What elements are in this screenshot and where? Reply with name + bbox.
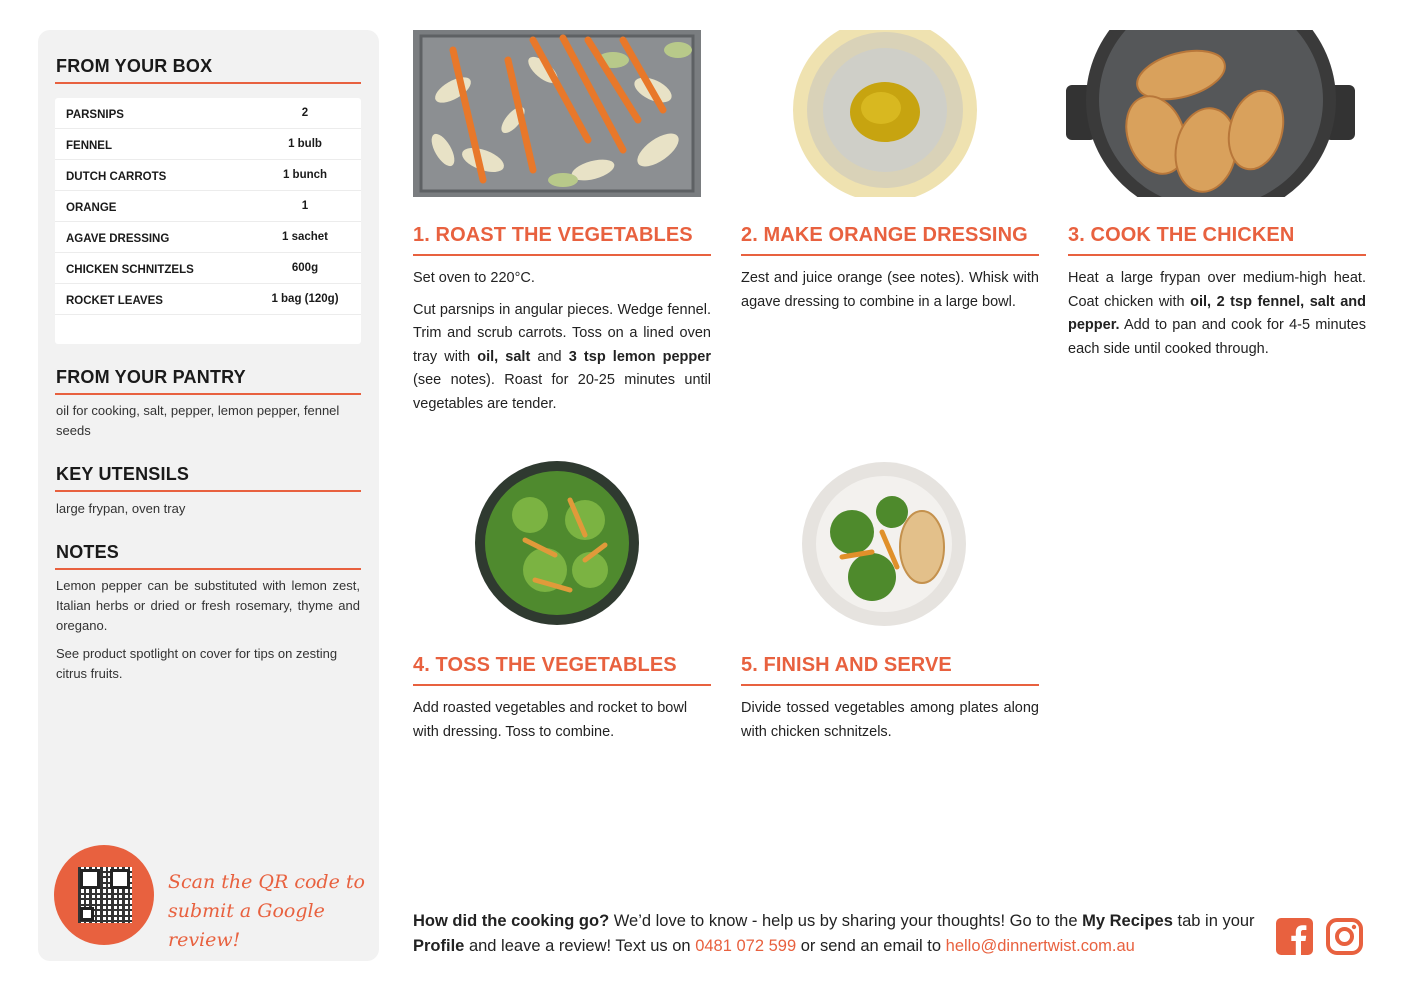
ingredient-row — [55, 253, 361, 284]
step-4-title: 4. TOSS THE VEGETABLES — [413, 654, 677, 676]
instagram-icon[interactable] — [1326, 918, 1363, 955]
step-3-para-1: Heat a large frypan over medium-high heat. Coat chicken with oil, 2 tsp fennel, salt and pepper. Add to pan and cook for 4-5 minutes each side until cooked through. — [1068, 270, 1366, 357]
step-1-para-2: Cut parsnips in angular pieces. Wedge fennel. Trim and scrub carrots. Toss on a lined oven tray with oil, salt and 3 tsp lemon pepper (see notes). Roast for 20-25 minutes until vegetables are tender. — [413, 301, 711, 412]
ingredient-row — [55, 160, 361, 191]
divider — [1068, 254, 1366, 256]
step-5-para-1: Divide tossed vegetables among plates along with chicken schnitzels. — [741, 700, 1039, 740]
utensils-text: large frypan, oven tray — [56, 501, 186, 516]
ingredient-quantity: 1 bulb — [288, 138, 322, 150]
ingredient-name: CHICKEN SCHNITZELS — [66, 264, 194, 276]
key-utensils-title: KEY UTENSILS — [56, 464, 190, 484]
ingredient-quantity: 1 bunch — [282, 169, 328, 181]
ingredient-quantity: 600g — [291, 262, 319, 274]
ingredient-row — [55, 98, 361, 129]
ingredient-row — [55, 222, 361, 253]
divider — [413, 684, 711, 686]
ingredients-sidebar — [38, 30, 379, 961]
phone-link[interactable]: 0481 072 599 — [695, 937, 797, 955]
step-3-text — [1068, 267, 1366, 369]
qr-caption — [168, 868, 368, 955]
ingredient-name: DUTCH CARROTS — [66, 171, 167, 183]
ingredient-quantity: 1 sachet — [281, 231, 329, 243]
notes-text-1: Lemon pepper can be substituted with lemon zest, Italian herbs or dried or fresh rosemary, thyme and oregano. — [56, 578, 360, 633]
qr-code-badge[interactable] — [54, 845, 154, 945]
notes-text-2: See product spotlight on cover for tips on zesting citrus fruits. — [56, 646, 338, 681]
ingredient-quantity: 1 — [301, 200, 309, 212]
from-your-box-title: FROM YOUR BOX — [56, 56, 213, 76]
ingredient-row — [55, 129, 361, 160]
step-4-para-1: Add roasted vegetables and rocket to bowl with dressing. Toss to combine. — [413, 700, 688, 740]
step-4-text — [413, 697, 711, 752]
ingredient-name: AGAVE DRESSING — [66, 233, 170, 245]
ingredient-row — [55, 284, 361, 315]
step-1-text — [413, 267, 711, 424]
qr-caption-line-1: Scan the QR code to — [168, 871, 365, 893]
notes-title: NOTES — [56, 542, 120, 562]
ingredient-row — [55, 191, 361, 222]
review-footer: How did the cooking go? We’d love to know - help us by sharing your thoughts! Go to the My Recipes tab in your Profile and leave a review! Text us on 0481 072 599 or send an email to hello@dinnertwist.com.au — [413, 912, 1255, 955]
ingredient-name: PARSNIPS — [66, 109, 124, 121]
toss-vegetables-photo — [475, 460, 640, 626]
ingredient-quantity: 2 — [301, 107, 309, 119]
ingredient-name: ORANGE — [66, 202, 117, 214]
divider — [741, 254, 1039, 256]
step-5-text — [741, 697, 1039, 752]
step-2-title: 2. MAKE ORANGE DRESSING — [741, 224, 1028, 246]
roast-vegetables-photo — [413, 30, 701, 197]
qr-caption-line-2: submit a Google review! — [168, 900, 325, 951]
orange-dressing-photo — [793, 30, 977, 197]
divider — [413, 254, 711, 256]
step-3-title: 3. COOK THE CHICKEN — [1068, 224, 1295, 246]
step-2-para-1: Zest and juice orange (see notes). Whisk with agave dressing to combine in a large bowl. — [741, 270, 1039, 310]
box-ingredients-table — [55, 98, 361, 344]
step-5-title: 5. FINISH AND SERVE — [741, 654, 952, 676]
qr-code-icon — [78, 867, 132, 923]
divider — [741, 684, 1039, 686]
email-link[interactable]: hello@dinnertwist.com.au — [945, 937, 1135, 955]
pantry-text: oil for cooking, salt, pepper, lemon pepper, fennel seeds — [56, 403, 340, 438]
step-1-title: 1. ROAST THE VEGETABLES — [413, 224, 693, 246]
from-your-pantry-title: FROM YOUR PANTRY — [56, 367, 246, 387]
ingredient-quantity: 1 bag (120g) — [271, 293, 339, 305]
ingredient-name: FENNEL — [66, 140, 112, 152]
step-1-para-1: Set oven to 220°C. — [413, 270, 535, 286]
finish-and-serve-photo — [802, 462, 967, 627]
divider — [55, 82, 361, 84]
step-2-text — [741, 267, 1039, 322]
facebook-icon[interactable] — [1276, 918, 1313, 955]
cook-chicken-photo — [1066, 30, 1355, 197]
divider — [55, 568, 361, 570]
ingredient-name: ROCKET LEAVES — [66, 295, 163, 307]
divider — [55, 490, 361, 492]
divider — [55, 393, 361, 395]
